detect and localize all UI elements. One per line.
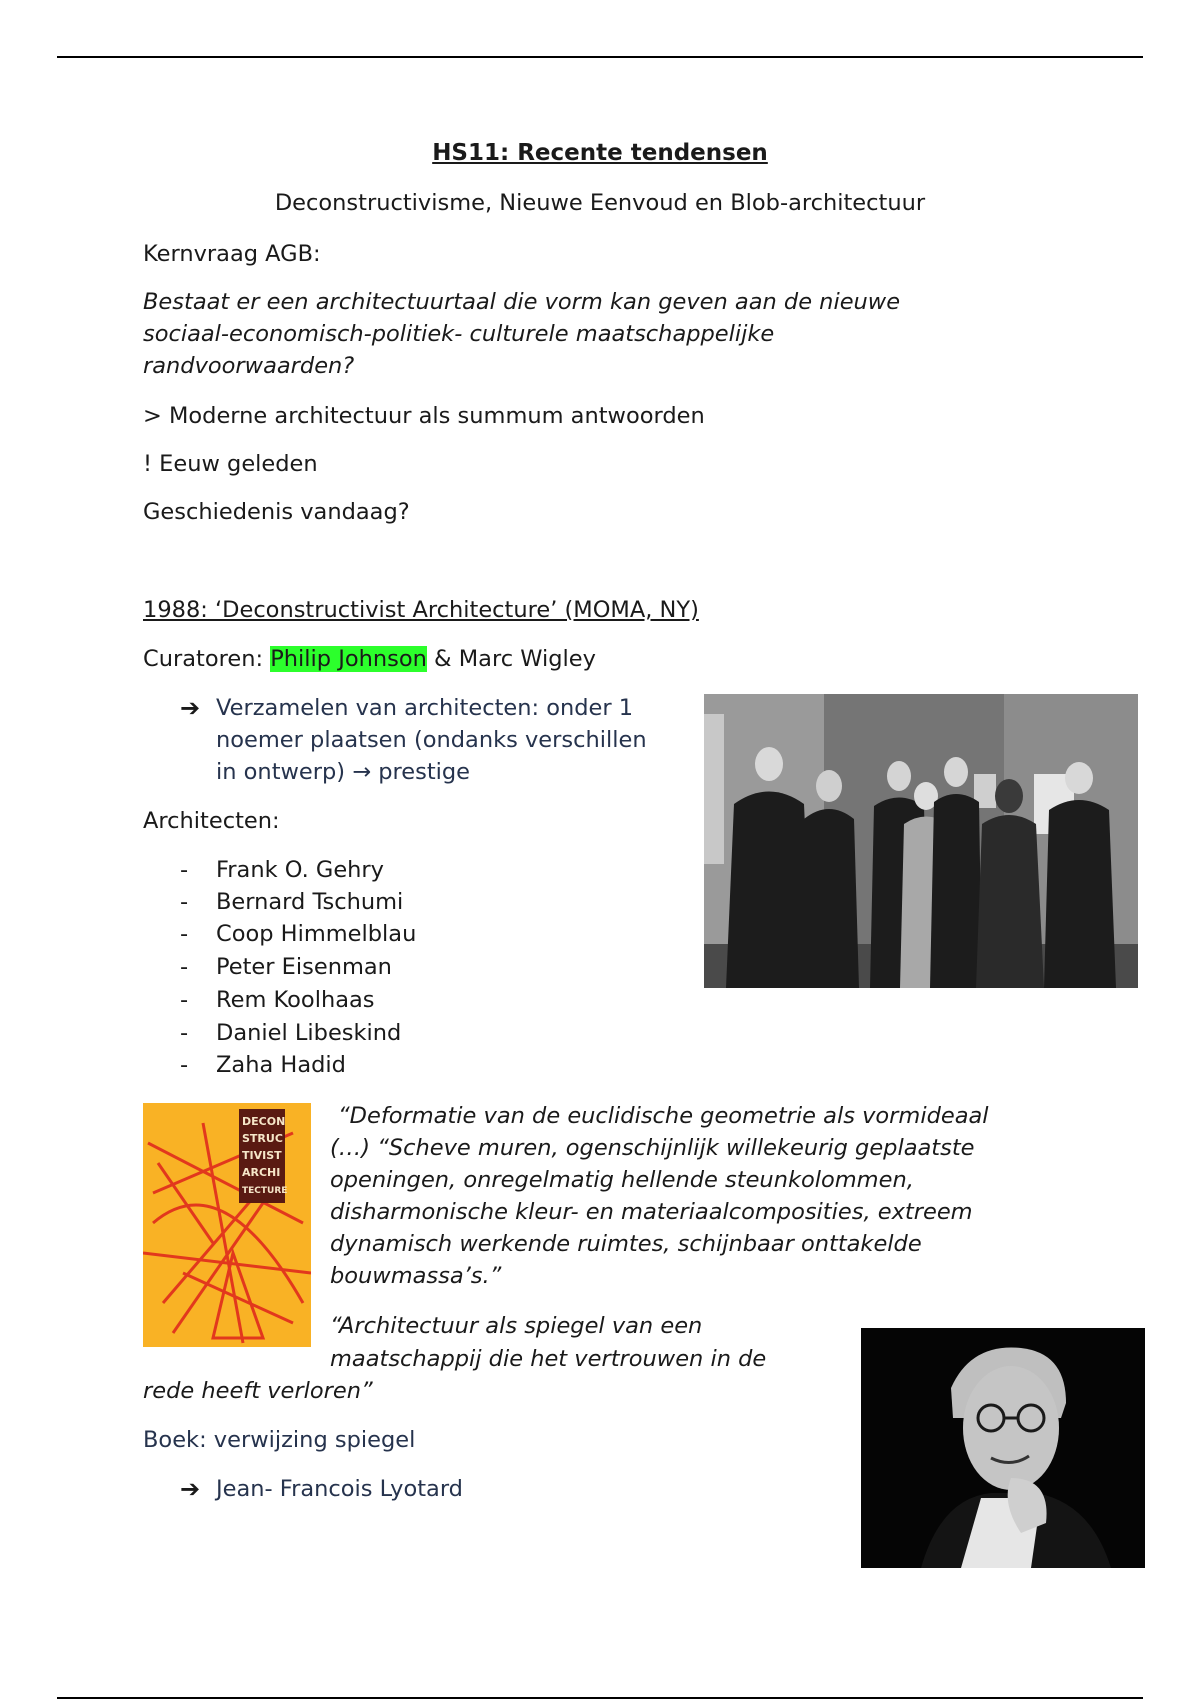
curators-prefix: Curatoren: bbox=[143, 646, 271, 672]
bottom-rule bbox=[57, 1697, 1143, 1699]
quote2-line: maatschappij die het vertrouwen in de bbox=[330, 1346, 767, 1372]
quote1-line: disharmonische kleur- en materiaalcomposities, extreem bbox=[330, 1199, 973, 1225]
question-line: sociaal-economisch-politiek- culturele maatschappelijke bbox=[143, 321, 775, 347]
lyotard-line: Jean- Francois Lyotard bbox=[216, 1476, 463, 1502]
quote2-line: “Architectuur als spiegel van een bbox=[330, 1313, 703, 1339]
exhibition-heading: 1988: ‘Deconstructivist Architecture’ (MOMA, NY) bbox=[143, 597, 699, 623]
quote1-line: (…) “Scheve muren, ogenschijnlijk willekeurig geplaatste bbox=[330, 1135, 975, 1161]
book-cover-word: TIVIST bbox=[242, 1149, 282, 1162]
architect-item: Coop Himmelblau bbox=[216, 921, 417, 947]
bullet-line: noemer plaatsen (ondanks verschillen bbox=[216, 727, 647, 753]
list-dash: - bbox=[180, 1052, 189, 1078]
architect-item: Peter Eisenman bbox=[216, 954, 392, 980]
geschiedenis-line: Geschiedenis vandaag? bbox=[143, 499, 410, 525]
bullet-line: in ontwerp) → prestige bbox=[216, 759, 471, 785]
architect-item: Rem Koolhaas bbox=[216, 987, 375, 1013]
quote2-line: rede heeft verloren” bbox=[143, 1378, 373, 1404]
quote1-line: bouwmassa’s.” bbox=[330, 1263, 502, 1289]
question-line: Bestaat er een architectuurtaal die vorm kan geven aan de nieuwe bbox=[143, 289, 901, 315]
bullet-line: Verzamelen van architecten: onder 1 bbox=[216, 695, 634, 721]
quote1-line: “Deformatie van de euclidische geometrie als vormideaal bbox=[338, 1103, 989, 1129]
list-dash: - bbox=[180, 954, 189, 980]
curators-suffix: & Marc Wigley bbox=[426, 646, 596, 672]
list-dash: - bbox=[180, 1020, 189, 1046]
arrow-right-icon: ➔ bbox=[180, 1475, 201, 1503]
architect-item: Zaha Hadid bbox=[216, 1052, 346, 1078]
page-subtitle: Deconstructivisme, Nieuwe Eenvoud en Blob-architectuur bbox=[274, 190, 926, 216]
quote1-line: dynamisch werkende ruimtes, schijnbaar onttakelde bbox=[330, 1231, 922, 1257]
list-dash: - bbox=[180, 889, 189, 915]
architect-item: Frank O. Gehry bbox=[216, 857, 384, 883]
list-dash: - bbox=[180, 987, 189, 1013]
curators-line bbox=[143, 643, 596, 675]
eeuw-line: ! Eeuw geleden bbox=[143, 451, 318, 477]
question-line: randvoorwaarden? bbox=[143, 353, 355, 379]
book-cover-word: TECTURE bbox=[242, 1186, 288, 1196]
architects-group-photo bbox=[704, 694, 1138, 988]
architects-label: Architecten: bbox=[143, 808, 280, 834]
boek-line: Boek: verwijzing spiegel bbox=[143, 1427, 416, 1453]
kernvraag-label: Kernvraag AGB: bbox=[143, 241, 321, 267]
book-cover-word: DECON bbox=[242, 1115, 286, 1128]
top-rule bbox=[57, 56, 1143, 58]
quote1-line: openingen, onregelmatig hellende steunkolommen, bbox=[330, 1167, 914, 1193]
lyotard-portrait bbox=[861, 1328, 1145, 1568]
curator-highlight: Philip Johnson bbox=[270, 646, 427, 672]
book-cover-word: STRUC bbox=[242, 1132, 283, 1145]
moderne-line: > Moderne architectuur als summum antwoorden bbox=[143, 403, 705, 429]
book-cover-image bbox=[143, 1103, 311, 1347]
architect-item: Daniel Libeskind bbox=[216, 1020, 402, 1046]
book-cover-word: ARCHI bbox=[242, 1166, 281, 1179]
arrow-right-icon: ➔ bbox=[180, 694, 201, 722]
architect-item: Bernard Tschumi bbox=[216, 889, 404, 915]
page-title: HS11: Recente tendensen bbox=[432, 140, 768, 166]
list-dash: - bbox=[180, 921, 189, 947]
list-dash: - bbox=[180, 857, 189, 883]
